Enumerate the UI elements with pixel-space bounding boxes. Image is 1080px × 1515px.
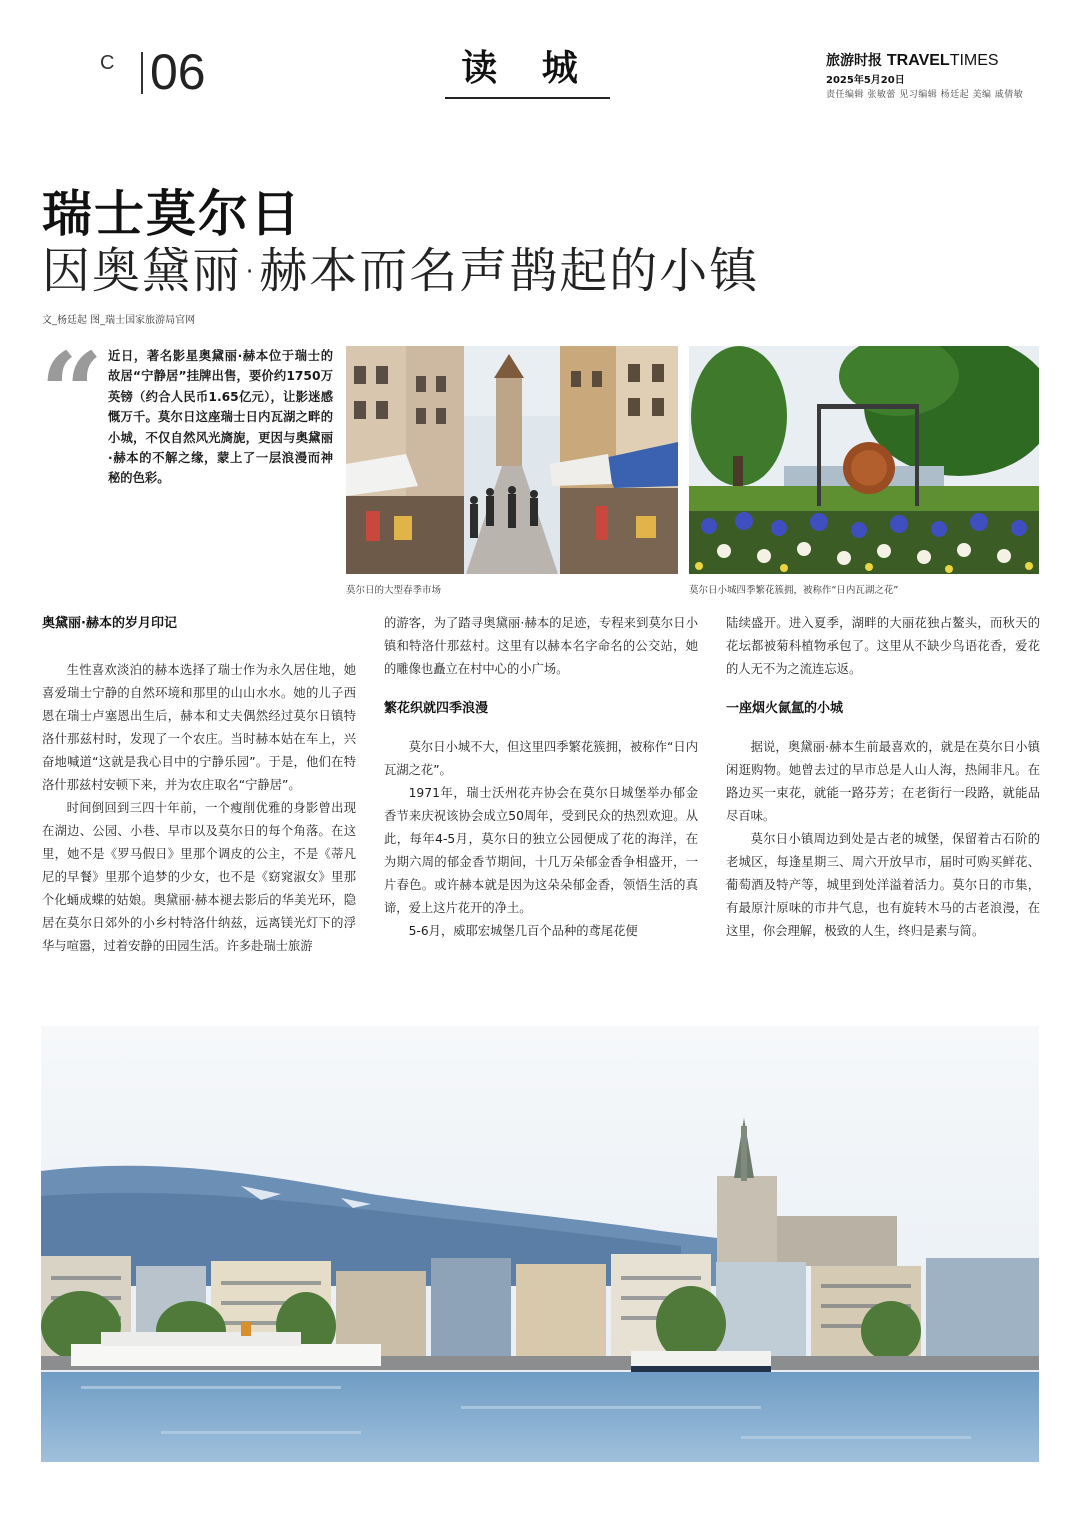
section-title: 读 城	[461, 47, 594, 89]
masthead-en-light: TIMES	[949, 52, 999, 69]
market-photo-caption: 莫尔日的大型春季市场	[346, 585, 442, 596]
article-column-3	[726, 612, 1040, 943]
section-heading-audrey: 奥黛丽·赫本的岁月印记	[42, 616, 177, 631]
headline-main: 瑞士莫尔日	[42, 184, 302, 243]
lakefront-panorama-image	[41, 1026, 1039, 1462]
garden-photo-caption: 莫尔日小城四季繁花簇拥，被称作“日内瓦湖之花”	[689, 585, 899, 596]
page-code: C	[100, 52, 117, 74]
section-heading-city: 一座烟火氤氲的小城	[726, 701, 844, 716]
paragraph: 的游客，为了踏寻奥黛丽·赫本的足迹，专程来到莫尔日小镇和特洛什那兹村。这里有以赫本名字命名的公交站，她的雕像也矗立在村中心的小广场。	[384, 616, 698, 676]
paragraph: 时间倒回到三四十年前，一个瘦削优雅的身影曾出现在湖边、公园、小巷、早市以及莫尔日的每个角落。在这里，她不是《罗马假日》里那个调皮的公主，不是《蒂凡尼的早餐》里那个追梦的少女，也不是《窈窕淑女》里那个化蛹成蝶的姑娘。奥黛丽·赫本褪去影后的华美光环，隐居在莫尔日郊外的小乡村特洛什纳兹，远离镁光灯下的浮华与喧嚣，过着安静的田园生活。许多赴瑞士旅游	[42, 801, 356, 953]
paragraph: 生性喜欢淡泊的赫本选择了瑞士作为永久居住地，她喜爱瑞士宁静的自然环境和那里的山山水水。她的儿子西恩在瑞士卢塞恩出生后，赫本和丈夫偶然经过莫尔日镇特洛什那兹村时，发现了一个农庄。当时赫本姑在车上，兴奋地喊道“这就是我心目中的宁静乐园”。于是，他们在特洛什那兹村安顿下来，并为农庄取名“宁静居”。	[42, 663, 356, 792]
intro-paragraph: 近日，著名影星奥黛丽·赫本位于瑞士的故居“宁静居”挂牌出售，要价约1750万英镑（约合人民币1.65亿元），让影迷感慨万千。莫尔日这座瑞士日内瓦湖之畔的小城，不仅自然风光旖旎，更因与奥黛丽·赫本的不解之缘，蒙上了一层浪漫而神秘的色彩。	[108, 349, 333, 486]
paragraph: 陆续盛开。进入夏季，湖畔的大丽花独占鳌头，而秋天的花坛都被菊科植物承包了。这里从不缺少鸟语花香，爱花的人无不为之流连忘返。	[726, 616, 1040, 676]
byline: 文_杨廷起 图_瑞士国家旅游局官网	[42, 315, 196, 326]
article-column-2	[384, 612, 698, 943]
masthead-cn: 旅游时报	[826, 53, 882, 69]
garden-image	[689, 346, 1039, 574]
paragraph: 莫尔日小城不大，但这里四季繁花簇拥，被称作“日内瓦湖之花”。	[384, 740, 698, 777]
section-underline	[445, 97, 610, 99]
article-column-1	[42, 612, 356, 958]
paragraph: 1971年，瑞士沃州花卉协会在莫尔日城堡举办郁金香节来庆祝该协会成立50周年，受到民众的热烈欢迎。从此，每年4-5月，莫尔日的独立公园便成了花的海洋，在为期六周的郁金香节期间，十几万朵郁金香争相盛开，一片春色。或许赫本就是因为这朵朵郁金香，领悟生活的真谛，爱上这片花开的净土。	[384, 786, 698, 915]
paragraph: 莫尔日小镇周边到处是古老的城堡，保留着古石阶的老城区，每逢星期三、周六开放早市，届时可购买鲜花、葡萄酒及特产等，城里到处洋溢着活力。莫尔日的市集，有最原汁原味的市井气息，也有旋转木马的古老浪漫，在这里，你会理解，极致的人生，终归是素与简。	[726, 832, 1040, 938]
section-heading-flowers: 繁花织就四季浪漫	[384, 701, 489, 716]
masthead	[826, 50, 999, 70]
headline-sub: 因奥黛丽·赫本而名声鹊起的小镇	[42, 243, 760, 299]
geneva-lakefront-photo	[41, 1026, 1039, 1462]
garden-photo	[689, 346, 1039, 574]
paragraph: 5-6月，威耶宏城堡几百个品种的鸢尾花便	[408, 924, 638, 938]
masthead-en-bold: TRAVEL	[886, 52, 950, 69]
page-number: 06	[150, 44, 206, 100]
market-photo	[346, 346, 678, 574]
market-street-image	[346, 346, 678, 574]
paragraph: 据说，奥黛丽·赫本生前最喜欢的，就是在莫尔日小镇闲逛购物。她曾去过的早市总是人山人海，热闹非凡。在路边买一束花，就能一路芬芳；在老街行一段路，就能品尽百味。	[726, 740, 1040, 823]
quote-mark-icon: “	[40, 328, 104, 457]
editor-credits: 责任编辑 张敏蕾 见习编辑 杨廷起 美编 戚倩敏	[826, 90, 1024, 100]
issue-date: 2025年5月20日	[826, 75, 905, 86]
page-divider	[141, 52, 143, 94]
